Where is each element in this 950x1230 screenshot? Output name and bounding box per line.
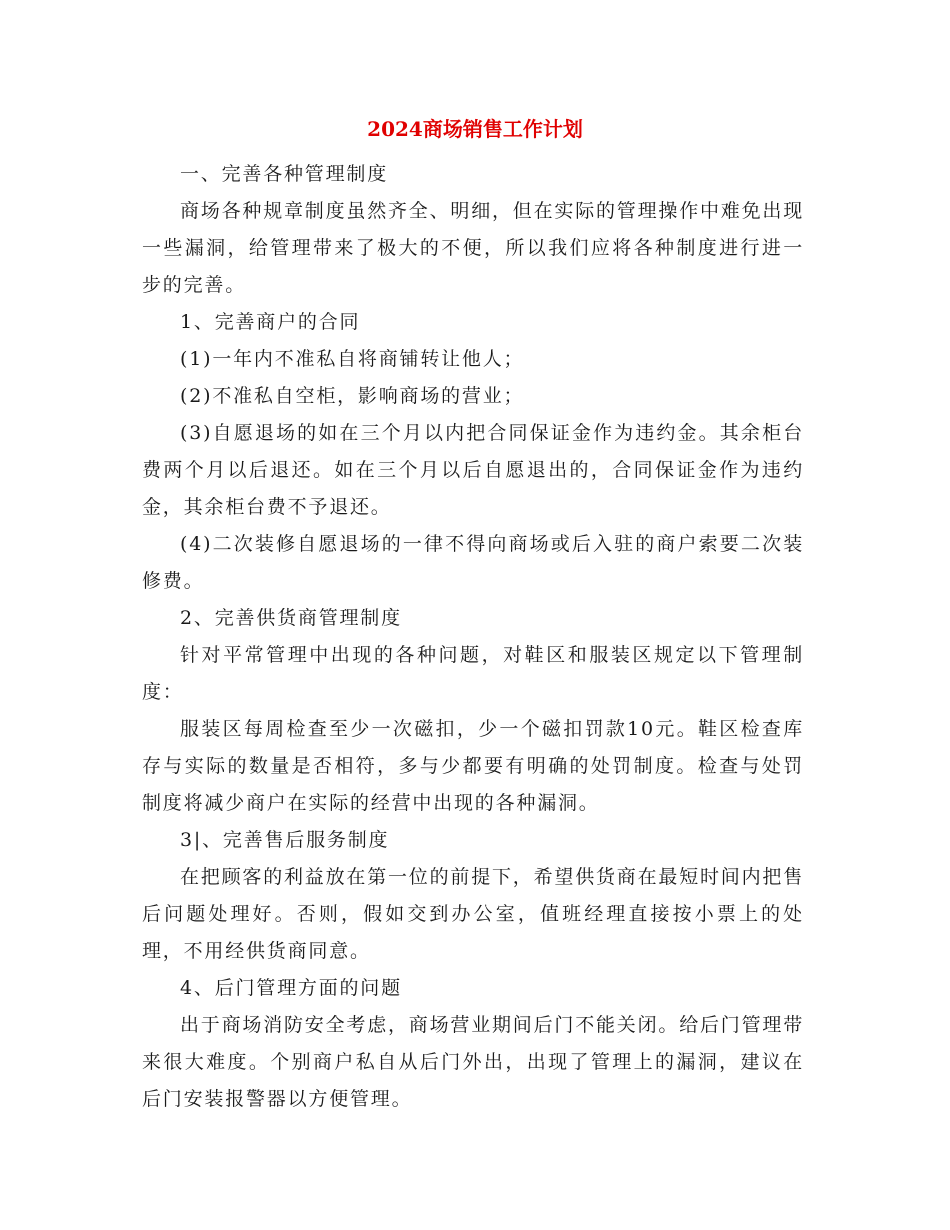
subsection-heading-4: 4、后门管理方面的问题 (180, 977, 402, 999)
paragraph: 服装区每周检查至少一次磁扣，少一个磁扣罚款10元。鞋区检查库存与实际的数量是否相符，多与少都要有明确的处罚制度。检查与处罚制度将减少商户在实际的经营中出现的各种漏洞。 (142, 718, 804, 814)
list-item: (4)二次装修自愿退场的一律不得向商场或后入驻的商户索要二次装修费。 (142, 533, 804, 592)
list-item: (1)一年内不准私自将商铺转让他人； (180, 348, 525, 370)
subsection-heading-3: 3|、完善售后服务制度 (180, 829, 390, 851)
paragraph: 商场各种规章制度虽然齐全、明细，但在实际的管理操作中难免出现一些漏洞，给管理带来了极大的不便，所以我们应将各种制度进行进一步的完善。 (142, 200, 805, 296)
subsection-heading-2: 2、完善供货商管理制度 (180, 607, 402, 629)
paragraph: 出于商场消防安全考虑，商场营业期间后门不能关闭。给后门管理带来很大难度。个别商户私自从后门外出，出现了管理上的漏洞，建议在后门安装报警器以方便管理。 (142, 1014, 805, 1110)
paragraph: 针对平常管理中出现的各种问题，对鞋区和服装区规定以下管理制度： (142, 644, 804, 703)
document-body (142, 156, 804, 1118)
list-item: (3)自愿退场的如在三个月以内把合同保证金作为违约金。其余柜台费两个月以后退还。如在三个月以后自愿退出的，合同保证金作为违约金，其余柜台费不予退还。 (142, 422, 804, 518)
paragraph: 在把顾客的利益放在第一位的前提下，希望供货商在最短时间内把售后问题处理好。否则，假如交到办公室，值班经理直接按小票上的处理，不用经供货商同意。 (142, 866, 805, 962)
document-title: 2024商场销售工作计划 (367, 117, 583, 141)
list-item: (2)不准私自空柜，影响商场的营业； (180, 385, 525, 407)
section-heading-1: 一、完善各种管理制度 (180, 163, 389, 185)
subsection-heading-1: 1、完善商户的合同 (180, 311, 361, 333)
